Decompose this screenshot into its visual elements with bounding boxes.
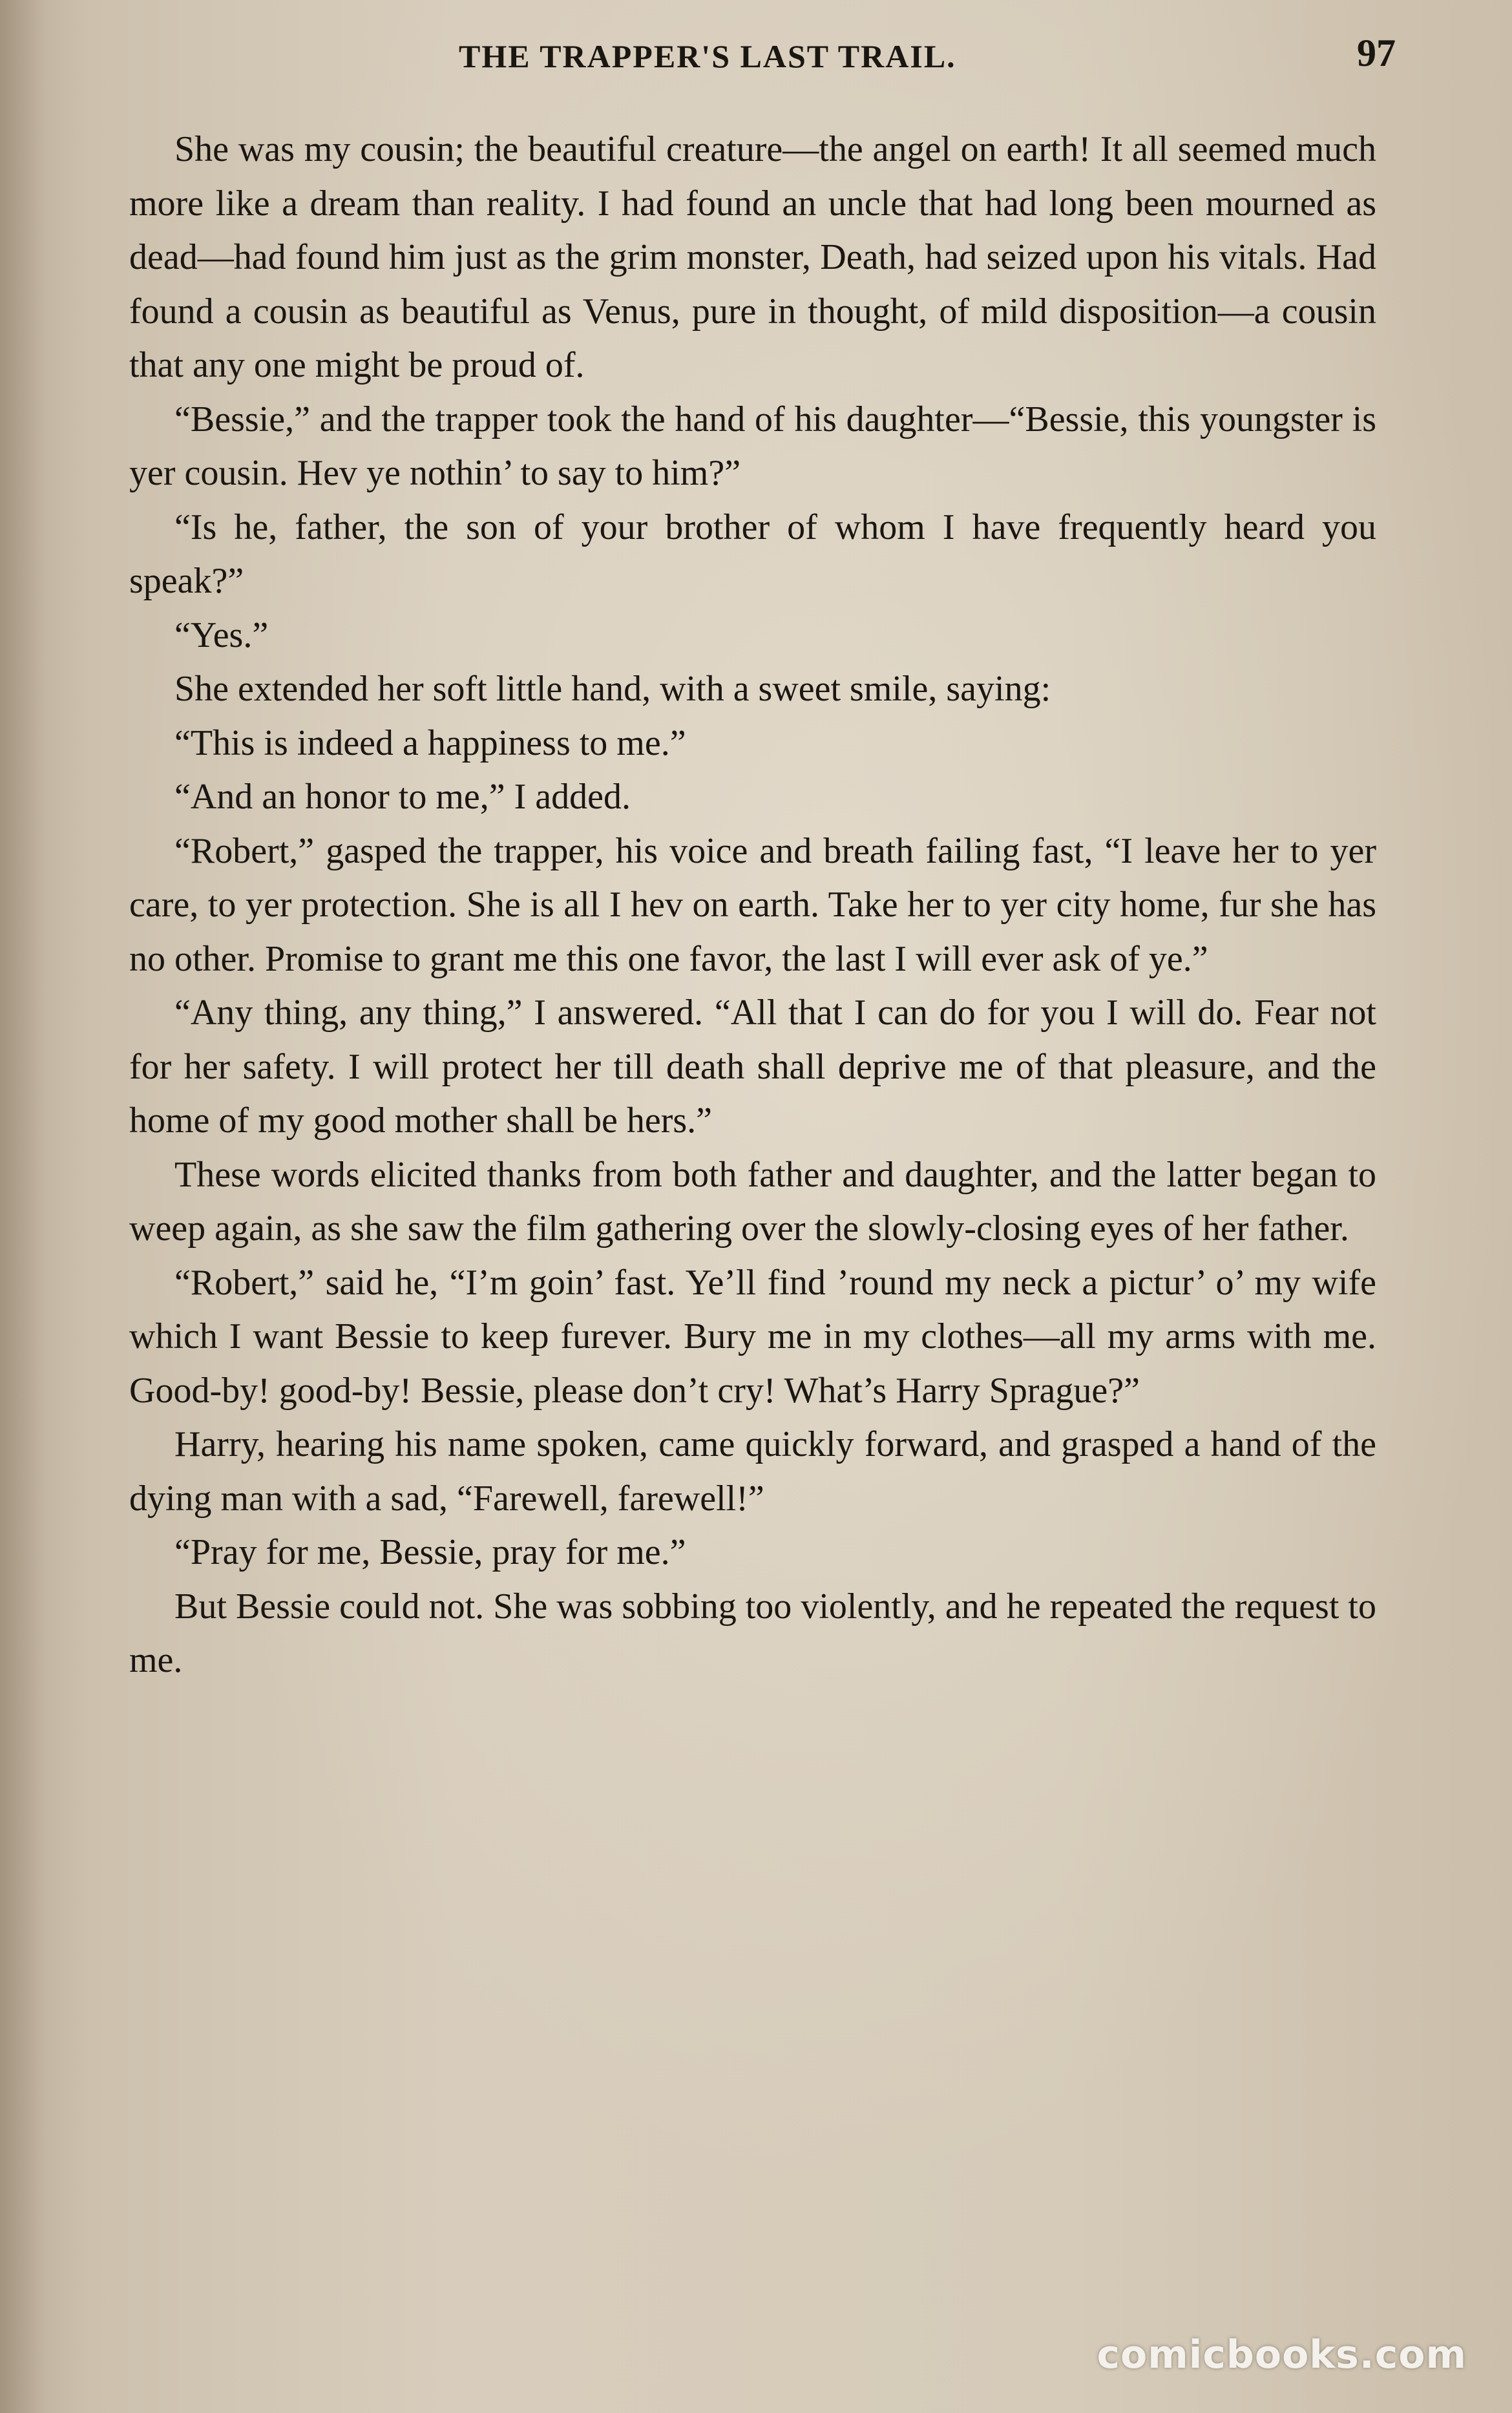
paragraph: “Yes.” — [174, 615, 269, 655]
paragraph: “Robert,” gasped the trapper, his voice and breath failing fast, “I leave her to yer care, to yer protection. She is all I hev on earth. Take her to yer city home, fur she has no other. Promise to grant me this one favor, the last I will ever ask of ye.” — [129, 830, 1376, 979]
paragraph: These words elicited thanks from both father and daughter, and the latter began to weep again, as she saw the film gathering over the slowly-closing eyes of her father. — [129, 1154, 1376, 1249]
paragraph: “Is he, father, the son of your brother of whom I have frequently heard you speak?” — [129, 507, 1376, 601]
paragraph: “This is indeed a happiness to me.” — [174, 722, 686, 763]
paragraph: “Bessie,” and the trapper took the hand of his daughter—“Bessie, this youngster is yer cousin. Hev ye nothin’ to say to him?” — [129, 399, 1376, 493]
paragraph: “Robert,” said he, “I’m goin’ fast. Ye’ll find ’round my neck a pictur’ o’ my wife which I want Bessie to keep furever. Bury me in my clothes—all my arms with me. Good-by! good-by! Bessie, please don’t cry! What’s Harry Sprague?” — [129, 1262, 1376, 1411]
body-text — [129, 123, 1376, 1688]
paragraph: “And an honor to me,” I added. — [174, 777, 631, 817]
page-header — [123, 26, 1409, 84]
paragraph: Harry, hearing his name spoken, came quickly forward, and grasped a hand of the dying man with a sad, “Farewell, farewell!” — [129, 1424, 1376, 1519]
running-head: THE TRAPPER'S LAST TRAIL. — [459, 38, 956, 74]
paragraph: “Any thing, any thing,” I answered. “All that I can do for you I will do. Fear not for her safety. I will protect her till death shall deprive me of that pleasure, and the home of my good mother shall be hers.” — [129, 993, 1376, 1141]
page-number: 97 — [1357, 32, 1396, 74]
site-watermark: comicbooks.com — [1097, 2332, 1467, 2377]
paragraph: “Pray for me, Bessie, pray for me.” — [174, 1532, 686, 1572]
paragraph: She was my cousin; the beautiful creature—the angel on earth! It all seemed much more like a dream than reality. I had found an uncle that had long been mourned as dead—had found him just as the grim monster, Death, had seized upon his vitals. Had found a cousin as beautiful as Venus, pure in thought, of mild disposition—a cousin that any one might be proud of. — [129, 129, 1376, 385]
paragraph: She extended her soft little hand, with a sweet smile, saying: — [174, 669, 1051, 709]
paragraph: But Bessie could not. She was sobbing too violently, and he repeated the request to me. — [129, 1586, 1376, 1680]
page-edge-shadow — [0, 0, 45, 2413]
